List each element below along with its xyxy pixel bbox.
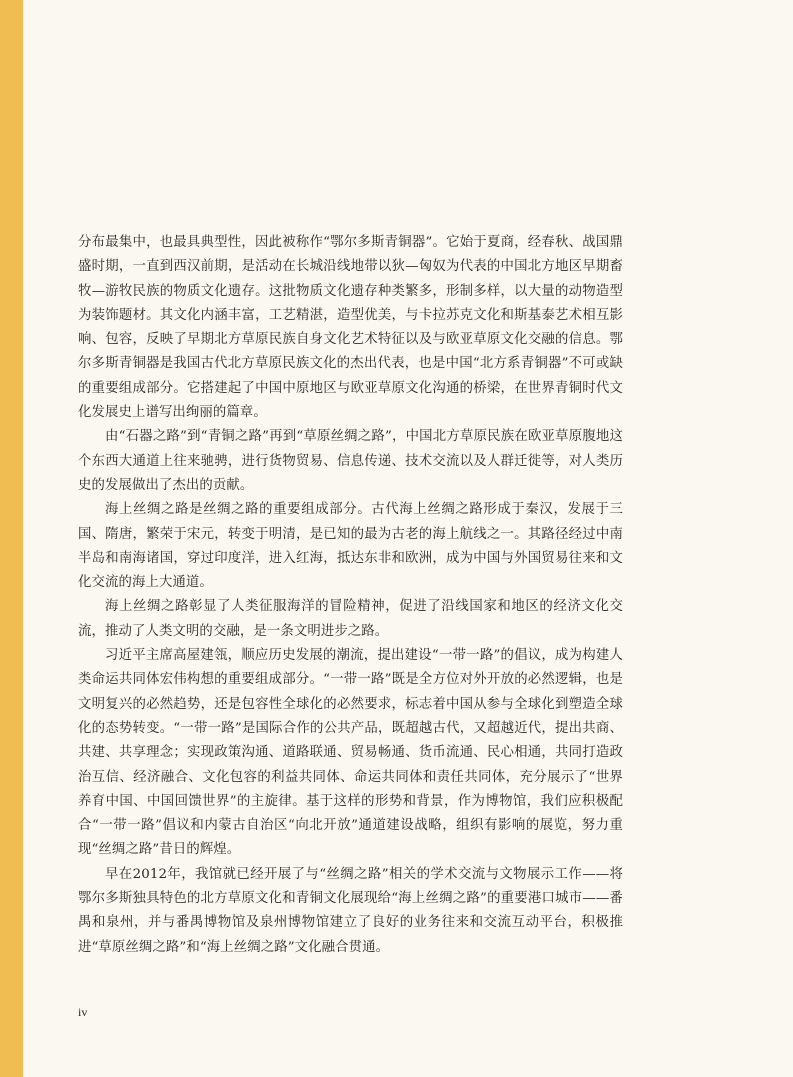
page-number: iv [78, 1005, 88, 1019]
paragraph-maritime-silk-road: 海上丝绸之路是丝绸之路的重要组成部分。古代海上丝绸之路形成于秦汉，发展于三国、隋唐，繁荣于宋元，转变于明清，是已知的最为古老的海上航线之一。其路径经过中南半岛和南海诸国，穿过印度洋，进入红海，抵达东非和欧洲，成为中国与外国贸易往来和文化交流的海上大通道。 [78, 502, 623, 591]
paragraph-museum-work: 早在2012年，我馆就已经开展了与“丝绸之路”相关的学术交流与文物展示工作——将鄂尔多斯独具特色的北方草原文化和青铜文化展现给“海上丝绸之路”的重要港口城市——番禺和泉州，并与番禺博物馆及泉州博物馆建立了良好的业务往来和交流互动平台，积极推进“草原丝绸之路”和“海上丝绸之路”文化融合贯通。 [78, 866, 623, 955]
paragraph-belt-and-road: 习近平主席高屋建瓴，顺应历史发展的潮流，提出建设“一带一路”的倡议，成为构建人类命运共同体宏伟构想的重要组成部分。“一带一路”既是全方位对外开放的必然逻辑，也是文明复兴的必然趋势，还是包容性全球化的必然要求，标志着中国从参与全球化到塑造全球化的态势转变。“一带一路”是国际合作的公共产品，既超越古代，又超越近代，提出共商、共建、共享理念；实现政策沟通、道路联通、贸易畅通、货币流通、民心相通，共同打造政治互信、经济融合、文化包容的利益共同体、命运共同体和责任共同体，充分展示了“世界养育中国、中国回馈世界”的主旋律。基于这样的形势和背景，作为博物馆，我们应积极配合“一带一路”倡议和内蒙古自治区“向北开放”通道建设战略，组织有影响的展览，努力重现“丝绸之路”昔日的辉煌。 [78, 648, 623, 858]
paragraph-silk-road-route: 由“石器之路”到“青铜之路”再到“草原丝绸之路”，中国北方草原民族在欧亚草原腹地这个东西大通道上往来驰骋，进行货物贸易、信息传递、技术交流以及人群迁徙等，对人类历史的发展做出了杰出的贡献。 [78, 429, 623, 493]
spine-accent-bar [0, 0, 23, 1077]
paragraph-continued: 分布最集中，也最具典型性，因此被称作“鄂尔多斯青铜器”。它始于夏商，经春秋、战国鼎盛时期，一直到西汉前期，是活动在长城沿线地带以狄—匈奴为代表的中国北方地区早期畜牧—游牧民族的物质文化遗存。这批物质文化遗存种类繁多，形制多样，以大量的动物造型为装饰题材。其文化内涵丰富，工艺精湛，造型优美，与卡拉苏克文化和斯基泰艺术相互影响、包容，反映了早期北方草原民族自身文化艺术特征以及与欧亚草原文化交融的信息。鄂尔多斯青铜器是我国古代北方草原民族文化的杰出代表，也是中国“北方系青铜器”不可或缺的重要组成部分。它搭建起了中国中原地区与欧亚草原文化沟通的桥梁，在世界青铜时代文化发展史上谱写出绚丽的篇章。 [78, 235, 623, 421]
body-text [78, 231, 623, 960]
paragraph-maritime-spirit: 海上丝绸之路彰显了人类征服海洋的冒险精神，促进了沿线国家和地区的经济文化交流，推动了人类文明的交融，是一条文明进步之路。 [78, 599, 623, 639]
